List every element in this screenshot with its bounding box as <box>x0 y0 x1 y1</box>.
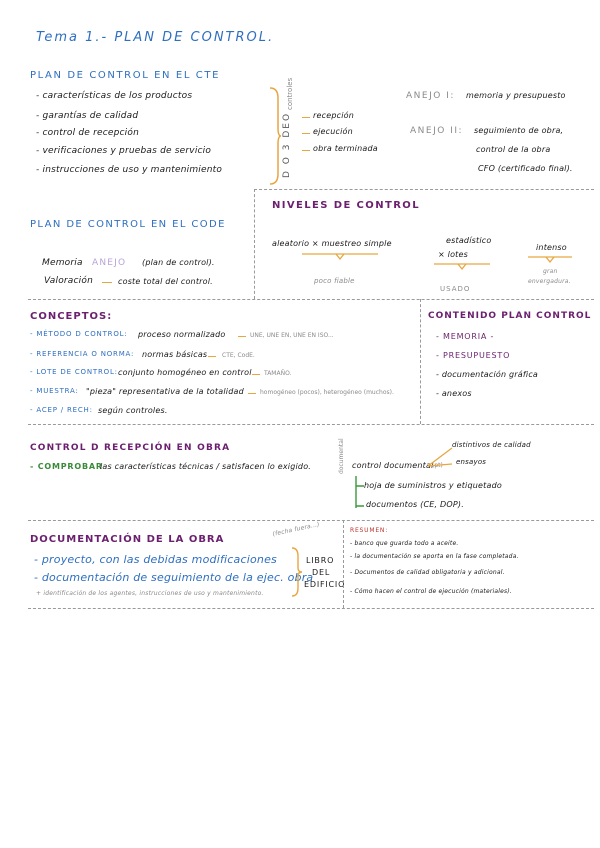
resumen-item: - la documentación se aporta en la fase completada. <box>350 553 519 560</box>
cte-item: - verificaciones y pruebas de servicio <box>36 146 212 156</box>
brace-icon <box>266 86 282 186</box>
contenido-item: - PRESUPUESTO <box>436 351 511 360</box>
concept-term: - REFERENCIA O NORMA: <box>30 350 135 358</box>
nivel-label: × lotes <box>438 250 468 259</box>
cte-heading: PLAN DE CONTROL EN EL CTE <box>30 70 220 81</box>
documentacion-note: (fecha fuera...) <box>272 521 321 538</box>
resumen-item: - Documentos de calidad obligatoria y adicional. <box>350 569 505 576</box>
vertical-label: controles <box>286 77 294 110</box>
arrow-icon <box>300 252 380 272</box>
concept-extra: TAMAÑO. <box>264 370 292 377</box>
branch-item: hoja de suministros y etiquetado <box>364 481 502 490</box>
code-row-a: Memoria <box>42 258 83 268</box>
recepcion-side-label: documental <box>338 438 345 474</box>
branch-item: documentos (CE, DOP). <box>366 500 464 509</box>
stage-item: obra terminada <box>313 144 378 153</box>
documentacion-item: - documentación de seguimiento de la ejec. obra <box>34 571 314 584</box>
concept-def: proceso normalizado <box>138 330 226 339</box>
concept-term: - ACEP / RECH: <box>30 406 93 414</box>
nivel-label: intenso <box>536 243 567 252</box>
concept-extra: CTE, CodE. <box>222 352 255 359</box>
recepcion-text: las características técnicas / satisfacen lo exigido. <box>100 462 312 471</box>
nivel-note: USADO <box>440 285 471 293</box>
cte-item: - instrucciones de uso y mantenimiento <box>36 165 223 175</box>
branch-top: ensayos <box>456 458 487 466</box>
code-row-c: coste total del control. <box>118 277 213 286</box>
arrow-icon <box>432 262 492 278</box>
anejo-text: control de la obra <box>476 145 551 154</box>
contenido-item: - documentación gráfica <box>436 370 539 379</box>
anejo-text: memoria y presupuesto <box>466 91 566 100</box>
contenido-heading: CONTENIDO PLAN CONTROL <box>428 311 592 321</box>
recepcion-heading: CONTROL D RECEPCIÓN EN OBRA <box>30 443 231 453</box>
nivel-note: gran <box>543 268 558 275</box>
recepcion-term: - COMPROBAR <box>30 462 103 471</box>
anejo-label: ANEJO II: <box>410 126 464 136</box>
cte-item: - control de recepción <box>36 128 139 138</box>
anejo-text: CFO (certificado final). <box>478 164 573 173</box>
resumen-item: - Cómo hacen el control de ejecución (materiales). <box>350 588 512 595</box>
nivel-label: aleatorio × muestreo simple <box>272 239 392 248</box>
resumen-heading: RESUMEN: <box>350 527 389 534</box>
resumen-item: - banco que guarda todo a aceite. <box>350 540 459 547</box>
recepcion-node-note: (pt) <box>432 462 443 469</box>
documentacion-item: + identificación de los agentes, instrucciones de uso y mantenimiento. <box>36 590 264 597</box>
conceptos-heading: CONCEPTOS: <box>30 311 113 322</box>
cte-item: - garantías de calidad <box>36 111 139 121</box>
arrow-icon <box>526 255 574 269</box>
documentacion-heading: DOCUMENTACIÓN DE LA OBRA <box>30 534 225 545</box>
libro-line: EDIFICIO <box>304 580 346 589</box>
recepcion-node: control documental <box>352 461 434 470</box>
libro-line: LIBRO <box>306 556 335 565</box>
code-row-a: Valoración <box>44 276 93 286</box>
code-row-c: (plan de control). <box>142 258 215 267</box>
niveles-heading: NIVELES DE CONTROL <box>272 200 420 211</box>
concept-extra: UNE, UNE EN, UNE EN ISO... <box>250 332 334 339</box>
concept-def: normas básicas <box>142 350 208 359</box>
concept-def: según controles. <box>98 406 168 415</box>
nivel-note: envergadura. <box>528 278 571 285</box>
libro-line: DEL <box>312 568 331 577</box>
concept-term: - MUESTRA: <box>30 387 79 395</box>
concept-def: conjunto homogéneo en control <box>118 368 252 377</box>
cte-item: - características de los productos <box>36 91 193 101</box>
concept-term: - MÉTODO D CONTROL: <box>30 330 128 338</box>
branch-top: distintivos de calidad <box>452 441 531 449</box>
page-title: Tema 1.- PLAN DE CONTROL. <box>36 30 275 45</box>
documentacion-item: - proyecto, con las debidas modificaciones <box>34 553 277 566</box>
brace-icon <box>290 546 304 598</box>
stage-item: ejecución <box>313 127 353 136</box>
contenido-item: - MEMORIA - <box>436 332 495 341</box>
nivel-note: poco fiable <box>314 277 355 285</box>
anejo-text: seguimiento de obra, <box>474 126 564 135</box>
nivel-label: estadístico <box>446 236 492 245</box>
stage-item: recepción <box>313 111 354 120</box>
concept-def: "pieza" representativa de la totalidad <box>86 387 244 396</box>
code-row-b: ANEJO <box>92 258 127 268</box>
anejo-label: ANEJO I: <box>406 91 455 101</box>
concept-term: - LOTE DE CONTROL: <box>30 368 118 376</box>
code-heading: PLAN DE CONTROL EN EL CODE <box>30 219 226 230</box>
concept-extra: homogéneo (pocos), heterogéneo (muchos). <box>260 389 394 396</box>
contenido-item: - anexos <box>436 389 472 398</box>
vertical-codes: D O 3 DEO <box>282 111 292 178</box>
